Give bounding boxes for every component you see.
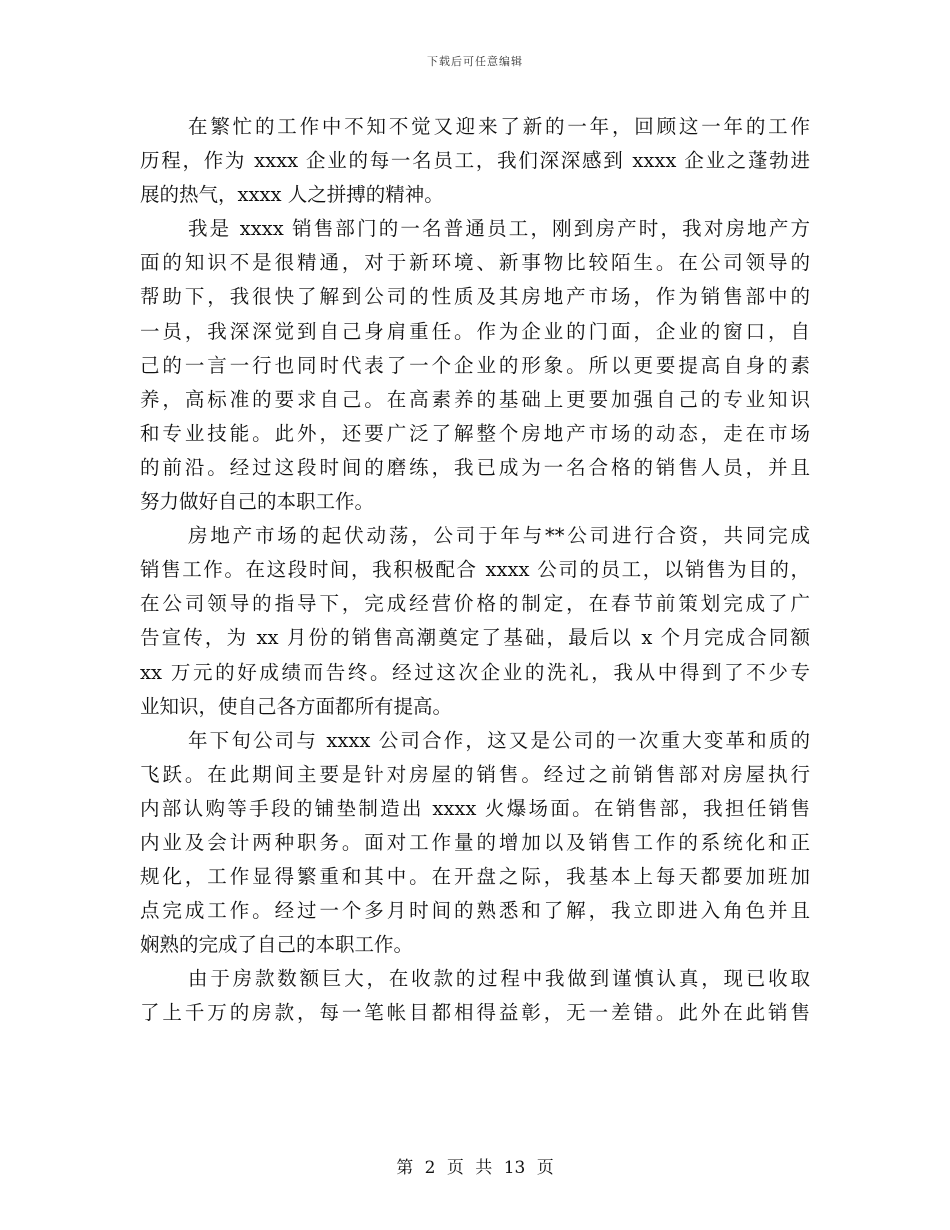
text-line: xx 万元的好成绩而告终。经过这次企业的洗礼，我从中得到了不少专 (140, 660, 810, 684)
text-line: 展的热气，xxxx 人之拼搏的精神。 (140, 183, 444, 207)
text-line: 努力做好自己的本职工作。 (140, 490, 375, 514)
paragraph-3 (140, 519, 810, 724)
text-line: 规化，工作显得繁重和其中。在开盘之际，我基本上每天都要加班加 (140, 865, 810, 889)
text-line: 己的一言一行也同时代表了一个企业的形象。所以更要提高自身的素 (140, 353, 810, 377)
text-line: 娴熟的完成了自己的本职工作。 (140, 933, 414, 957)
paragraph-2 (140, 212, 810, 519)
paragraph-5 (140, 962, 810, 1030)
text-line: 年下旬公司与 xxxx 公司合作，这又是公司的一次重大变革和质的 (188, 728, 810, 752)
paragraph-1 (140, 110, 810, 212)
text-line: 帮助下，我很快了解到公司的性质及其房地产市场，作为销售部中的 (140, 285, 810, 309)
text-line: 的前沿。经过这段时间的磨练，我已成为一名合格的销售人员，并且 (140, 455, 810, 479)
text-line: 飞跃。在此期间主要是针对房屋的销售。经过之前销售部对房屋执行 (140, 762, 810, 786)
text-line: 和专业技能。此外，还要广泛了解整个房地产市场的动态，走在市场 (140, 421, 810, 445)
text-line: 内业及会计两种职务。面对工作量的增加以及销售工作的系统化和正 (140, 830, 810, 854)
text-line: 内部认购等手段的铺垫制造出 xxxx 火爆场面。在销售部，我担任销售 (140, 796, 810, 820)
text-line: 我是 xxxx 销售部门的一名普通员工，刚到房产时，我对房地产方 (188, 217, 810, 241)
page-number: 第 2 页 共 13 页 (396, 1158, 554, 1178)
text-line: 一员，我深深觉到自己身肩重任。作为企业的门面，企业的窗口，自 (140, 319, 810, 343)
text-line: 在繁忙的工作中不知不觉又迎来了新的一年，回顾这一年的工作 (188, 115, 810, 138)
paragraph-4 (140, 724, 810, 963)
page-header: 下载后可任意编辑 (427, 55, 523, 68)
text-line: 业知识，使自己各方面都所有提高。 (140, 694, 453, 718)
document-body (140, 110, 810, 1031)
text-line: 告宣传，为 xx 月份的销售高潮奠定了基础，最后以 x 个月完成合同额 (140, 626, 810, 650)
text-line: 房地产市场的起伏动荡，公司于年与**公司进行合资，共同完成 (188, 524, 810, 548)
text-line: 点完成工作。经过一个多月时间的熟悉和了解，我立即进入角色并且 (140, 899, 810, 923)
text-line: 历程，作为 xxxx 企业的每一名员工，我们深深感到 xxxx 企业之蓬勃进 (140, 149, 810, 173)
text-line: 了上千万的房款，每一笔帐目都相得益彰，无一差错。此外在此销售 (140, 1001, 810, 1025)
text-line: 在公司领导的指导下，完成经营价格的制定，在春节前策划完成了广 (140, 592, 810, 616)
text-line: 由于房款数额巨大，在收款的过程中我做到谨慎认真，现已收取 (188, 967, 810, 991)
text-line: 面的知识不是很精通，对于新环境、新事物比较陌生。在公司领导的 (140, 251, 810, 275)
text-line: 养，高标准的要求自己。在高素养的基础上更要加强自己的专业知识 (140, 387, 810, 411)
text-line: 销售工作。在这段时间，我积极配合 xxxx 公司的员工，以销售为目的， (140, 558, 810, 582)
